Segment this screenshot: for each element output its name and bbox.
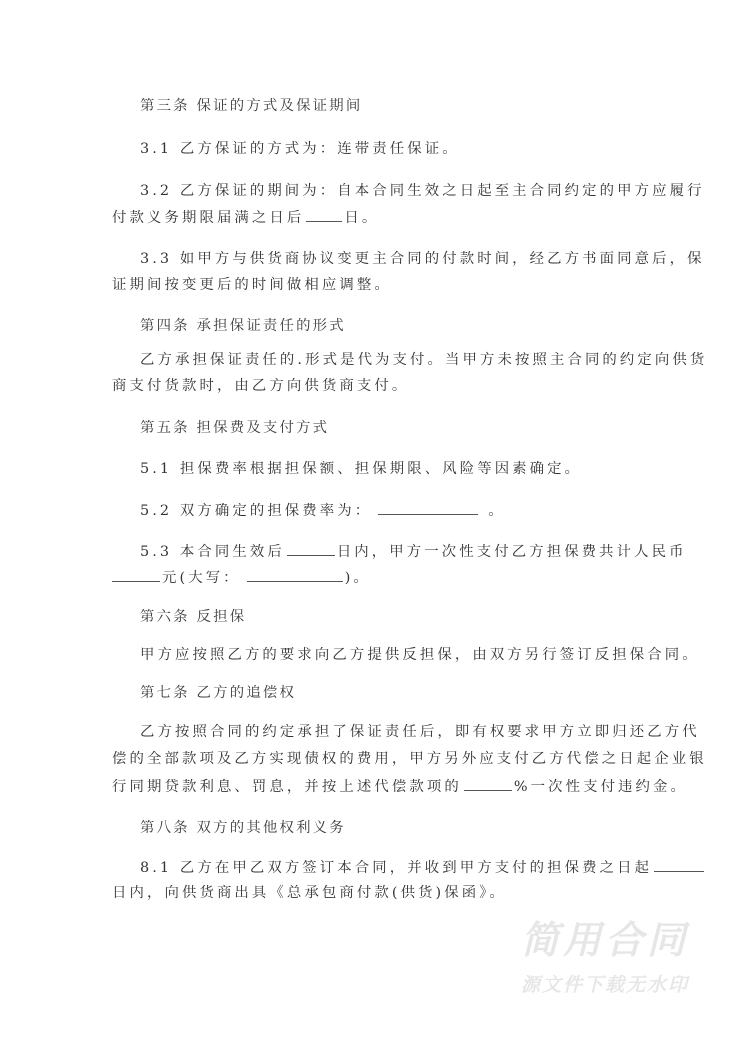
article-7-line-2: 偿的全部款项及乙方实现债权的费用，甲方另外应支付乙方代偿之日起企业银 xyxy=(112,751,707,767)
watermark xyxy=(505,918,705,997)
article-7-heading: 第七条 乙方的追偿权 xyxy=(140,685,297,701)
article-7-line-1: 乙方按照合同的约定承担了保证责任后，即有权要求甲方立即归还乙方代 xyxy=(140,724,700,740)
clause-8-1-line-1 xyxy=(140,857,706,878)
clause-3-2-end: 日。 xyxy=(344,210,380,226)
clause-3-2-text: 付款义务期限届满之日后 xyxy=(112,210,305,226)
clause-5-1: 5.1 担保费率根据担保额、担保期限、风险等因素确定。 xyxy=(140,461,583,477)
article-7-line-3 xyxy=(112,776,688,797)
clause-3-2-line-1: 3.2 乙方保证的期间为：自本合同生效之日起至主合同约定的甲方应履行 xyxy=(140,183,705,199)
watermark-title: 简用合同 xyxy=(520,918,689,962)
article-4-line-1: 乙方承担保证责任的.形式是代为支付。当甲方未按照主合同的约定向供货 xyxy=(140,352,708,368)
article-3-heading: 第三条 保证的方式及保证期间 xyxy=(140,98,363,114)
clause-5-3-end: )。 xyxy=(344,570,371,586)
clause-3-3-line-2: 证期间按变更后的时间做相应调整。 xyxy=(112,277,392,293)
article-6-text: 甲方应按照乙方的要求向乙方提供反担保，由双方另行签订反担保合同。 xyxy=(140,647,700,663)
article-5-heading: 第五条 担保费及支付方式 xyxy=(140,420,330,436)
clause-5-3-line-2 xyxy=(112,567,371,588)
clause-8-1-text: 8.1 乙方在甲乙双方签订本合同，并收到甲方支付的担保费之日起 xyxy=(140,860,653,876)
article-7-text-b: %一次性支付违约金。 xyxy=(513,779,689,795)
amount-words-blank[interactable] xyxy=(247,567,343,582)
clause-3-1: 3.1 乙方保证的方式为：连带责任保证。 xyxy=(140,141,460,157)
clause-5-2-text: 5.2 双方确定的担保费率为： xyxy=(140,503,373,519)
article-8-heading: 第八条 双方的其他权利义务 xyxy=(140,820,346,836)
amount-blank[interactable] xyxy=(112,567,160,582)
article-7-text-a: 行同期贷款利息、罚息，并按上述代偿款项的 xyxy=(112,779,462,795)
clause-3-3-line-1: 3.3 如甲方与供货商协议变更主合同的付款时间，经乙方书面同意后，保 xyxy=(140,251,705,267)
fee-rate-blank[interactable] xyxy=(378,500,478,515)
clause-5-3-line-1 xyxy=(140,541,687,562)
clause-5-2-end: 。 xyxy=(488,503,506,519)
article-4-heading: 第四条 承担保证责任的形式 xyxy=(140,318,346,334)
clause-5-3-text-c: 元(大写： xyxy=(162,570,241,586)
guarantee-days-blank[interactable] xyxy=(654,857,704,872)
article-4-line-2: 商支付货款时，由乙方向供货商支付。 xyxy=(112,378,410,394)
clause-5-2 xyxy=(140,500,506,521)
watermark-subtitle: 源文件下载无水印 xyxy=(520,974,689,996)
clause-8-1-line-2: 日内，向供货商出具《总承包商付款(供货)保函》。 xyxy=(112,885,508,901)
penalty-percent-blank[interactable] xyxy=(464,776,512,791)
clause-5-3-text-a: 5.3 本合同生效后 xyxy=(140,544,285,560)
clause-5-3-text-b: 日内，甲方一次性支付乙方担保费共计人民币 xyxy=(336,544,687,560)
article-6-heading: 第六条 反担保 xyxy=(140,609,247,625)
payment-days-blank[interactable] xyxy=(287,541,335,556)
clause-3-2-line-2 xyxy=(112,207,379,228)
days-blank[interactable] xyxy=(306,207,342,222)
